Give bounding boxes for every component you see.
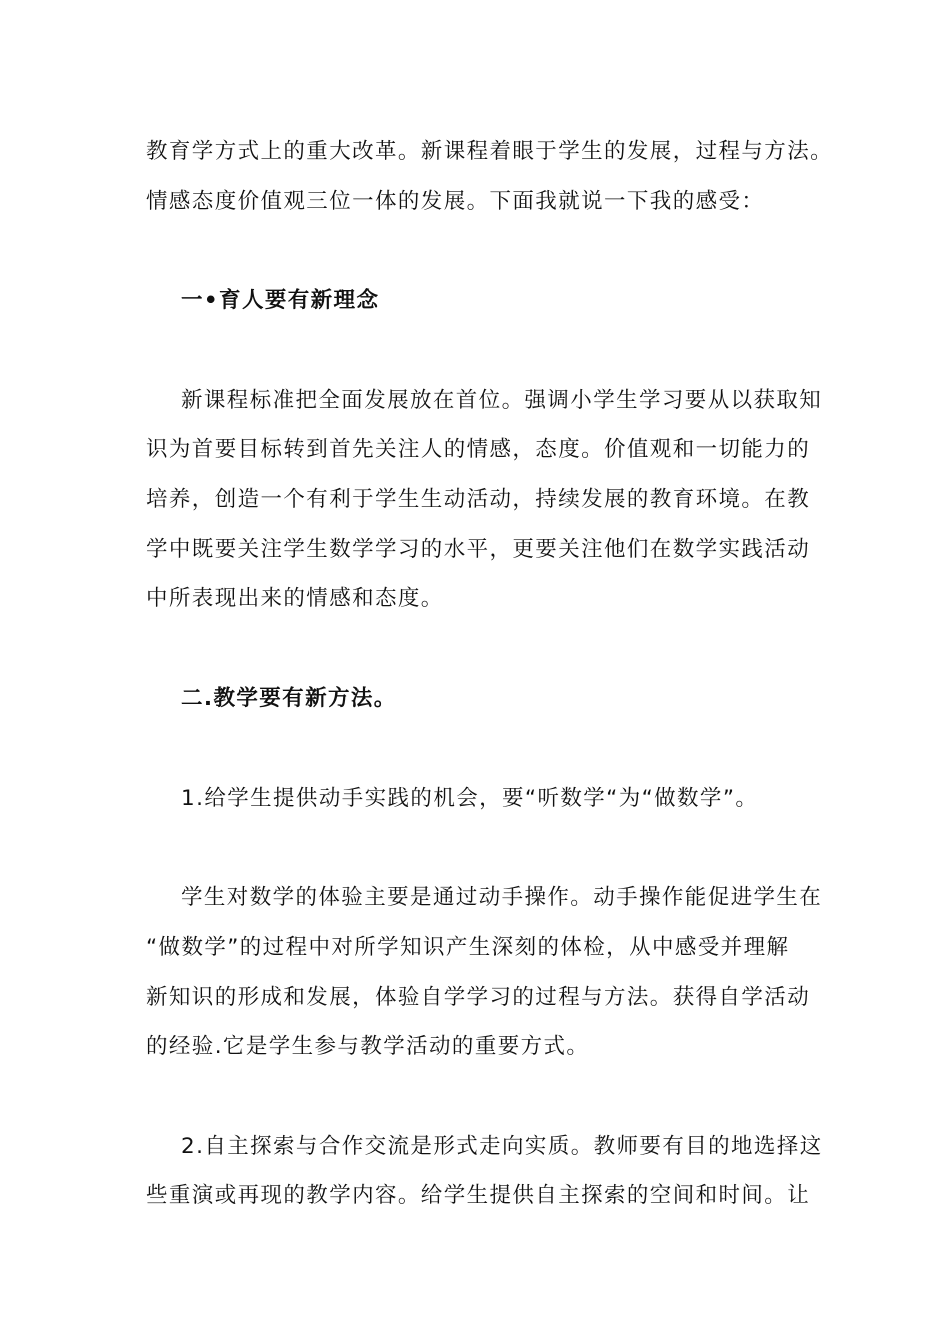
section-1-heading: 一•育人要有新理念 [181,288,380,313]
item-1-paragraph-line-4: 的经验.它是学生参与教学活动的重要方式。 [146,1034,590,1059]
section-1-paragraph-line-2: 识为首要目标转到首先关注人的情感，态度。价值观和一切能力的 [146,437,811,462]
section-1-paragraph-line-4: 学中既要关注学生数学学习的水平，更要关注他们在数学实践活动 [146,537,811,562]
section-2-heading: 二.教学要有新方法。 [181,686,397,711]
intro-line-1: 教育学方式上的重大改革。新课程着眼于学生的发展，过程与方法。 [146,139,834,164]
item-2-paragraph-line-1: 2.自主探索与合作交流是形式走向实质。教师要有目的地选择这 [181,1134,823,1159]
item-2-paragraph-line-2: 些重演或再现的教学内容。给学生提供自主探索的空间和时间。让 [146,1183,811,1208]
item-1-paragraph-line-1: 学生对数学的体验主要是通过动手操作。动手操作能促进学生在 [181,885,823,910]
intro-line-2: 情感态度价值观三位一体的发展。下面我就说一下我的感受： [146,189,765,214]
item-1-paragraph-line-3: 新知识的形成和发展，体验自学学习的过程与方法。获得自学活动 [146,985,811,1010]
section-1-paragraph-line-1: 新课程标准把全面发展放在首位。强调小学生学习要从以获取知 [181,388,823,413]
item-1-paragraph-line-2: “做数学”的过程中对所学知识产生深刻的体检，从中感受并理解 [146,935,790,960]
item-1-title: 1.给学生提供动手实践的机会，要“听数学“为“做数学”。 [181,786,759,811]
section-1-paragraph-line-5: 中所表现出来的情感和态度。 [146,586,444,611]
section-1-paragraph-line-3: 培养，创造一个有利于学生生动活动，持续发展的教育环境。在教 [146,487,811,512]
